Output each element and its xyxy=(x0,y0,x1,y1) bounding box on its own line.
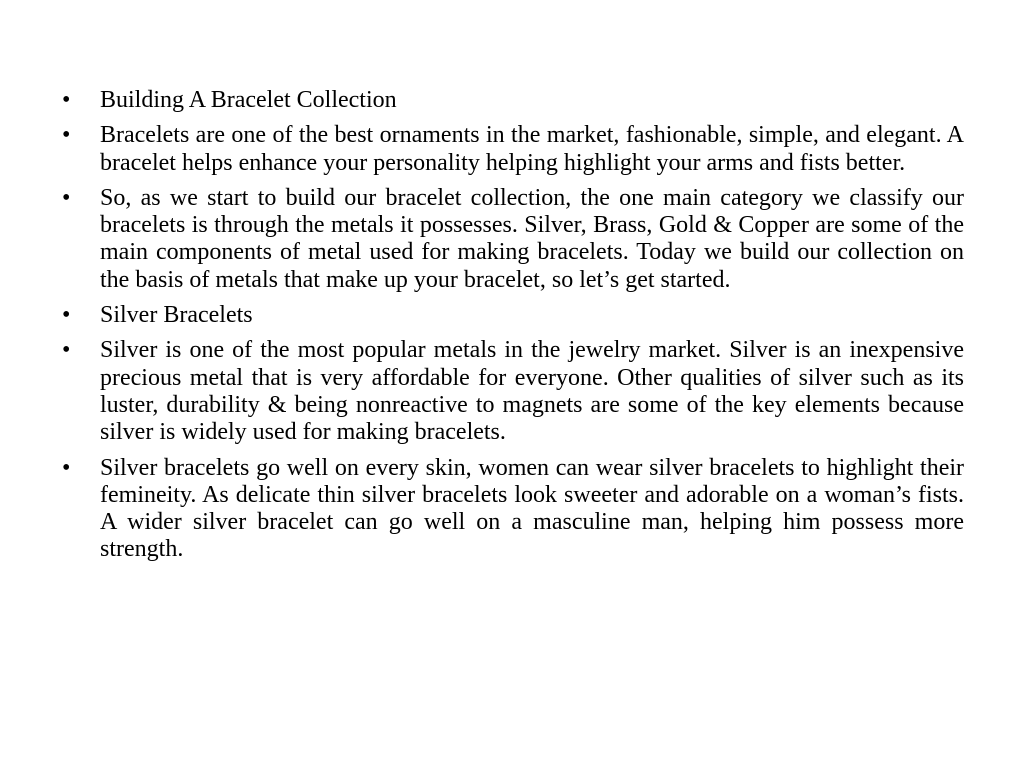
bullet-item xyxy=(62,302,964,329)
bullet-icon: • xyxy=(62,122,71,149)
bullet-icon: • xyxy=(62,337,71,364)
bullet-icon: • xyxy=(62,454,71,481)
bullet-text: Silver is one of the most popular metals in the jewelry market. Silver is an inexpensive precious metal that is very affordable for everyone. Other qualities of silver such as its luster, durability & being nonreactive to magnets are some of the key elements because silver is widely used for making bracelets. xyxy=(100,337,964,446)
bullet-text: So, as we start to build our bracelet collection, the one main category we classify our bracelets is through the metals it possesses. Silver, Brass, Gold & Copper are some of the main components of metal used for making bracelets. Today we build our collection on the basis of metals that make up your bracelet, so let’s get started. xyxy=(100,184,964,293)
bullet-text: Silver bracelets go well on every skin, women can wear silver bracelets to highlight their femineity. As delicate thin silver bracelets look sweeter and adorable on a woman’s fists. A wider silver bracelet can go well on a masculine man, helping him possess more strength. xyxy=(100,454,964,563)
bullet-text: Silver Bracelets xyxy=(100,302,253,329)
bullet-item xyxy=(62,87,964,114)
bullet-list xyxy=(62,87,964,572)
bullet-item xyxy=(62,455,964,564)
bullet-icon: • xyxy=(62,87,71,113)
bullet-icon: • xyxy=(62,302,71,329)
bullet-text: Building A Bracelet Collection xyxy=(100,87,397,113)
bullet-text: Bracelets are one of the best ornaments in the market, fashionable, simple, and elegant. A bracelet helps enhance your personality helping highlight your arms and fists better. xyxy=(100,122,964,176)
bullet-item xyxy=(62,185,964,294)
bullet-item xyxy=(62,337,964,446)
bullet-icon: • xyxy=(62,184,71,211)
bullet-item xyxy=(62,122,964,177)
